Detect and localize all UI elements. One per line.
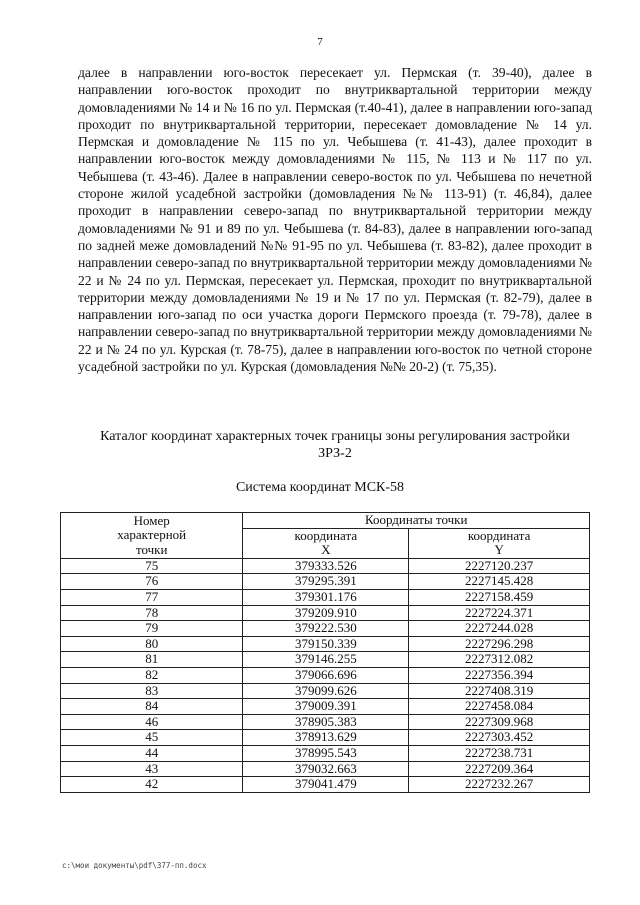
cell-coordinate-x: 379222.530 bbox=[243, 621, 409, 637]
cell-coordinate-x: 378905.383 bbox=[243, 714, 409, 730]
cell-coordinate-y: 2227224.371 bbox=[409, 605, 590, 621]
cell-point-number: 79 bbox=[61, 621, 243, 637]
cell-coordinate-y: 2227312.082 bbox=[409, 652, 590, 668]
cell-point-number: 43 bbox=[61, 761, 243, 777]
cell-point-number: 83 bbox=[61, 683, 243, 699]
header-coordinates: Координаты точки bbox=[243, 513, 590, 529]
cell-point-number: 45 bbox=[61, 730, 243, 746]
cell-point-number: 82 bbox=[61, 667, 243, 683]
catalog-title bbox=[78, 428, 592, 462]
table-row bbox=[61, 683, 590, 699]
cell-coordinate-x: 379032.663 bbox=[243, 761, 409, 777]
cell-coordinate-x: 379041.479 bbox=[243, 777, 409, 793]
cell-coordinate-y: 2227408.319 bbox=[409, 683, 590, 699]
cell-point-number: 76 bbox=[61, 574, 243, 590]
table-row bbox=[61, 558, 590, 574]
table-row bbox=[61, 714, 590, 730]
cell-point-number: 46 bbox=[61, 714, 243, 730]
header-x-line-2: X bbox=[321, 542, 331, 558]
header-x-line-1: координата bbox=[294, 527, 358, 543]
cell-coordinate-x: 379099.626 bbox=[243, 683, 409, 699]
cell-coordinate-x: 379333.526 bbox=[243, 558, 409, 574]
cell-coordinate-y: 2227120.237 bbox=[409, 558, 590, 574]
table-row bbox=[61, 652, 590, 668]
header-y-line-2: Y bbox=[494, 542, 504, 558]
table-row bbox=[61, 574, 590, 590]
cell-coordinate-x: 379009.391 bbox=[243, 699, 409, 715]
page-number: 7 bbox=[317, 36, 323, 48]
catalog-title-line-1: Каталог координат характерных точек границы зоны регулирования застройки bbox=[100, 429, 570, 444]
footer-file-path: c:\мои документы\pdf\377-пп.docx bbox=[62, 861, 207, 870]
table-row bbox=[61, 636, 590, 652]
table-row bbox=[61, 621, 590, 637]
cell-point-number: 77 bbox=[61, 589, 243, 605]
cell-coordinate-x: 378913.629 bbox=[243, 730, 409, 746]
header-y-line-1: координата bbox=[467, 527, 531, 543]
table-row bbox=[61, 745, 590, 761]
header-point-line-1: Номер bbox=[133, 512, 170, 528]
cell-point-number: 80 bbox=[61, 636, 243, 652]
cell-coordinate-y: 2227158.459 bbox=[409, 589, 590, 605]
header-y bbox=[409, 528, 590, 558]
table-row bbox=[61, 605, 590, 621]
cell-point-number: 44 bbox=[61, 745, 243, 761]
cell-point-number: 78 bbox=[61, 605, 243, 621]
body-paragraph: далее в направлении юго-восток пересекает ул. Пермская (т. 39-40), далее в направлении юго-восток проходит по внутриквартальной территории между домовладениями № 14 и № 16 по ул. Пермская (т.40-41), далее в направлении юго-запад проходит по внутриквартальной территории, пересекает домовладение № 14 ул. Пермская и домовладение № 115 по ул. Чебышева (т. 41-43), далее проходит в направлении юго-восток между домовладениями № 115, № 113 и № 117 по ул. Чебышева (т. 43-46). Далее в направлении северо-восток по ул. Чебышева по нечетной стороне жилой усадебной застройки (домовладения №№ 113-91) (т. 46,84), далее проходит в направлении северо-запад по внутриквартальной территории между домовладениями № 91 и 89 по ул. Чебышева (т. 84-83), далее в направлении юго-запад по задней меже домовладений №№ 91-95 по ул. Чебышева (т. 83-82), далее проходит в направлении северо-запад по внутриквартальной территории между домовладениями № 22 и № 24 по ул. Пермская, пересекает ул. Пермская, проходит по внутриквартальной территории между домовладениями № 19 и № 17 по ул. Пермская (т. 82-79), далее в направлении юго-запад по оси участка дороги Пермского проезда (т. 79-78), далее в направлении северо-запад по внутриквартальной территории между домовладениями № 22 и № 24 по ул. Курская (т. 78-75), далее в направлении юго-восток по четной стороне усадебной застройки по ул. Курская (домовладения №№ 20-2) (т. 75,35). bbox=[78, 65, 592, 375]
cell-point-number: 75 bbox=[61, 558, 243, 574]
header-x bbox=[243, 528, 409, 558]
table-row bbox=[61, 777, 590, 793]
cell-coordinate-y: 2227458.084 bbox=[409, 699, 590, 715]
cell-coordinate-x: 379066.696 bbox=[243, 667, 409, 683]
table-row bbox=[61, 589, 590, 605]
cell-coordinate-x: 378995.543 bbox=[243, 745, 409, 761]
cell-coordinate-y: 2227209.364 bbox=[409, 761, 590, 777]
table-row bbox=[61, 667, 590, 683]
cell-coordinate-y: 2227244.028 bbox=[409, 621, 590, 637]
header-point-line-2: характерной bbox=[117, 527, 187, 543]
catalog-title-line-2: ЗРЗ-2 bbox=[318, 446, 352, 461]
coordinate-system-label: Система координат МСК-58 bbox=[235, 480, 405, 495]
cell-coordinate-y: 2227356.394 bbox=[409, 667, 590, 683]
cell-point-number: 42 bbox=[61, 777, 243, 793]
cell-coordinate-y: 2227303.452 bbox=[409, 730, 590, 746]
cell-coordinate-x: 379301.176 bbox=[243, 589, 409, 605]
coordinates-table bbox=[60, 512, 590, 793]
cell-coordinate-y: 2227238.731 bbox=[409, 745, 590, 761]
cell-point-number: 84 bbox=[61, 699, 243, 715]
cell-coordinate-y: 2227296.298 bbox=[409, 636, 590, 652]
table-row bbox=[61, 761, 590, 777]
coordinates-table-body bbox=[61, 558, 590, 792]
header-point-line-3: точки bbox=[135, 541, 168, 557]
cell-coordinate-x: 379209.910 bbox=[243, 605, 409, 621]
cell-coordinate-x: 379150.339 bbox=[243, 636, 409, 652]
cell-coordinate-y: 2227145.428 bbox=[409, 574, 590, 590]
header-point-number bbox=[61, 513, 243, 559]
cell-coordinate-y: 2227232.267 bbox=[409, 777, 590, 793]
table-row bbox=[61, 730, 590, 746]
cell-coordinate-x: 379295.391 bbox=[243, 574, 409, 590]
cell-point-number: 81 bbox=[61, 652, 243, 668]
cell-coordinate-y: 2227309.968 bbox=[409, 714, 590, 730]
table-row bbox=[61, 699, 590, 715]
cell-coordinate-x: 379146.255 bbox=[243, 652, 409, 668]
